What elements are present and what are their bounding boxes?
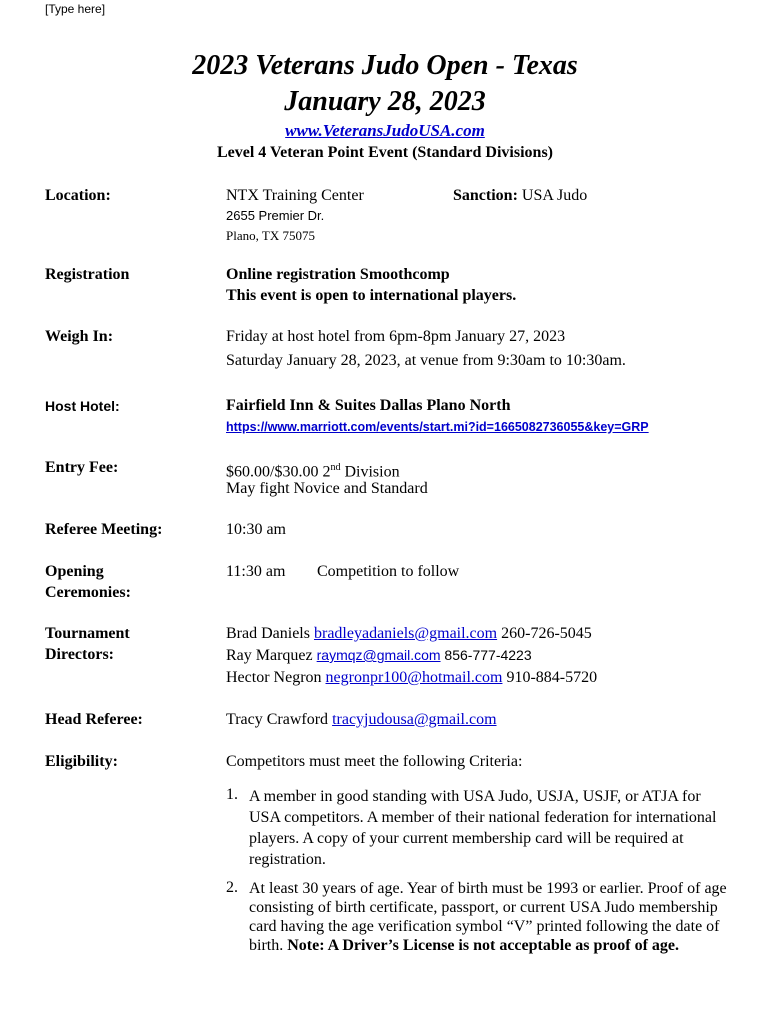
director-row bbox=[226, 623, 592, 644]
location-street: 2655 Premier Dr. bbox=[226, 208, 325, 223]
eligibility-label: Eligibility: bbox=[45, 753, 118, 770]
referee-meeting-label: Referee Meeting: bbox=[45, 521, 163, 538]
location-venue: NTX Training Center bbox=[226, 187, 364, 204]
registration-label: Registration bbox=[45, 266, 130, 283]
event-date: January 28, 2023 bbox=[284, 86, 486, 117]
eligibility-intro: Competitors must meet the following Criteria: bbox=[226, 753, 523, 770]
head-referee-name: Tracy Crawford bbox=[226, 711, 333, 728]
weigh-in-line2: Saturday January 28, 2023, at venue from 9:30am to 10:30am. bbox=[226, 352, 626, 369]
director-name: Hector Negron bbox=[226, 669, 326, 686]
head-referee-email-link[interactable]: tracyjudousa@gmail.com bbox=[332, 711, 497, 728]
website-link-wrap bbox=[0, 121, 770, 141]
list-item-note: Note: A Driver’s License is not acceptable as proof of age. bbox=[287, 937, 679, 954]
host-hotel-name: Fairfield Inn & Suites Dallas Plano North bbox=[226, 397, 511, 414]
location-label: Location: bbox=[45, 187, 111, 204]
header-placeholder: [Type here] bbox=[45, 2, 106, 16]
sanction bbox=[453, 185, 587, 206]
list-item bbox=[249, 879, 729, 955]
list-item-number: 2. bbox=[226, 879, 238, 896]
director-row bbox=[226, 645, 532, 666]
entry-fee-amount: $60.00/$30.00 2 bbox=[226, 463, 331, 481]
director-email-link[interactable]: bradleyadaniels@gmail.com bbox=[313, 625, 498, 642]
opening-note: Competition to follow bbox=[317, 563, 460, 580]
entry-fee-division: Division bbox=[340, 463, 400, 481]
opening-label-2: Ceremonies: bbox=[45, 584, 131, 601]
referee-meeting-time: 10:30 am bbox=[226, 521, 286, 538]
director-phone: 260-726-5045 bbox=[497, 625, 592, 642]
host-hotel-url[interactable]: https://www.marriott.com/events/start.mi?id=1665082736055&key=GRP bbox=[226, 420, 649, 434]
director-name: Ray Marquez bbox=[226, 647, 317, 664]
list-item-number: 1. bbox=[226, 786, 238, 803]
weigh-in-label: Weigh In: bbox=[45, 328, 114, 345]
weigh-in-line1: Friday at host hotel from 6pm-8pm January 27, 2023 bbox=[226, 328, 566, 345]
director-phone: 910-884-5720 bbox=[502, 669, 598, 686]
location-city: Plano, TX 75075 bbox=[226, 228, 315, 243]
sanction-value: USA Judo bbox=[521, 187, 588, 204]
opening-label-1: Opening bbox=[45, 563, 104, 580]
host-hotel-label: Host Hotel: bbox=[45, 398, 120, 414]
head-referee-row bbox=[226, 709, 497, 730]
opening-time: 11:30 am bbox=[226, 563, 286, 580]
entry-fee-line2: May fight Novice and Standard bbox=[226, 480, 428, 497]
director-phone: 856-777-4223 bbox=[440, 647, 532, 663]
entry-fee-label: Entry Fee: bbox=[45, 459, 119, 476]
website-link[interactable]: www.VeteransJudoUSA.com bbox=[285, 121, 485, 140]
list-item-text: At least 30 years of age. Year of birth must be 1993 or earlier. Proof of age consisting of birth certificate, passport, or current USA Judo membership card having the age verification symbol “V” printed following the date of birth. bbox=[249, 880, 727, 954]
director-row bbox=[226, 667, 597, 688]
director-name: Brad Daniels bbox=[226, 625, 314, 642]
event-level: Level 4 Veteran Point Event (Standard Divisions) bbox=[216, 144, 553, 161]
page-title: 2023 Veterans Judo Open - Texas bbox=[192, 50, 578, 81]
head-referee-label: Head Referee: bbox=[45, 711, 143, 728]
entry-fee-sup: nd bbox=[330, 462, 341, 473]
director-email-link[interactable]: negronpr100@hotmail.com bbox=[325, 669, 503, 686]
registration-line2: This event is open to international players. bbox=[226, 287, 517, 304]
sanction-label: Sanction: bbox=[453, 187, 518, 204]
host-hotel-url-wrap bbox=[226, 416, 649, 438]
directors-label-1: Tournament bbox=[45, 625, 130, 642]
directors-label-2: Directors: bbox=[45, 646, 114, 663]
list-item: A member in good standing with USA Judo, USJA, USJF, or ATJA for USA competitors. A member of their national federation for international players. A copy of your current membership card will be required at registration. bbox=[249, 788, 717, 868]
director-email-link[interactable]: raymqz@gmail.com bbox=[316, 647, 441, 663]
registration-line1: Online registration Smoothcomp bbox=[226, 266, 450, 283]
